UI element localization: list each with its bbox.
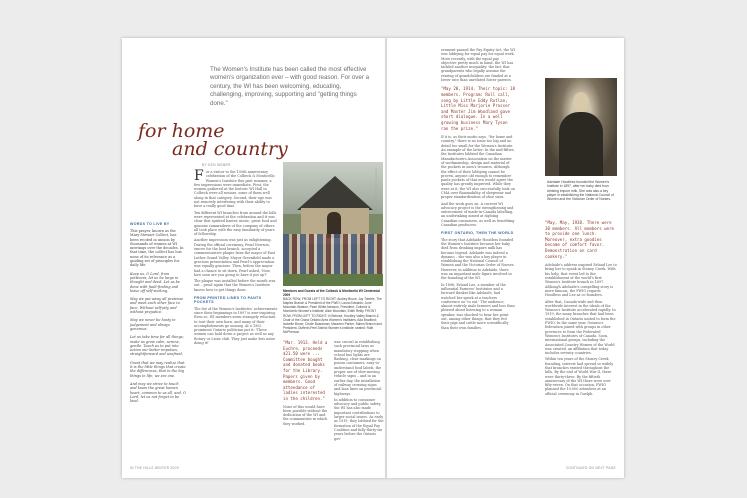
sidebar-heading: WORDS TO LIVE BY: [130, 222, 170, 226]
col4-para2: After that, Canada-wide and then worldwide interest in the ideals of the Women's Institute accelerated rapidly. In 1919, the many branches that had been established in Ontario united to form the FWIO. In the same year, Ontario's federation joined with groups in other provinces to form the Federated Women's Institutes of Canada. Soon, international groups, including the Associated Country Women of the World was created, an affiliation that today includes seventy countries.: [545, 299, 616, 356]
hoodless-portrait: [545, 78, 617, 176]
col4-para3: Within ten years of the Stoney Creek founding, interest had spread so widely that branches existed throughout the hills. By the end of World War II, there were thirty-three. By the fiftieth anniversary of the WI there were over fifty-seven. On that occasion, FWIO planned the 10,000 attendees at an official ceremony in Guelph.: [545, 357, 614, 396]
col3-para1: ernment passed the Pay Equity Act, the WI was lobbying for equal pay for equal work. More recently, with the equal pay objective pretty much in hand, the WI has tackled another inequality: the fact that grandparents who legally assume the rearing of grandchildren are funded at a lower rate than unrelated foster parents.: [441, 48, 515, 83]
sidebar-verse: Grant that we may realize that it is the little things that create the differences, that in the big things in life, we are one.: [130, 360, 186, 378]
right-page: [387, 38, 624, 478]
archive-quote: "May, May, 1938. There were 30 members. All members were to provide one lunch. Moreover, extra goodies became of comfort favor. Demonstration on card cookery.": [545, 220, 615, 259]
left-page: [122, 38, 387, 478]
col3-para5: In 1896, Erland Lee, a member of the influential Farmers' Institutes and a forward thinker like Adelaide, had watched her speak at a teachers conference on 'to eat.' The audience, almost entirely male farmers and less than pleased about listening to a woman speaker, was shocked to hear her point out, among other things, that they fed their pigs and cattle more scientifically than their own families.: [441, 282, 515, 330]
col2-para1: None of this would have been possible without the dedication of the WI and the communities in which they worked.: [283, 404, 328, 426]
col1-para4: The plaque was installed before the month was out – proof again that the Women's Institute knows how to get things done.: [194, 279, 276, 292]
sidebar-verse: Keep us, O Lord, from pettiness; let us be large in thought and deed. Let us be done with fault-finding and leave off self-seeking.: [130, 271, 180, 293]
sidebar-verse: May we put away all pretense and meet each other face to face, Without self-pity and without prejudice.: [130, 297, 184, 315]
col1-para2: Ten different WI branches from around the hills were represented at the celebration and it was clear that spirited banter, music, great food and genuine camaraderie of the company of others all took place with the easy familiarity of years of fellowship.: [194, 210, 277, 237]
portrait-caption: Adelaide Hoodless founded the Women's Institute in 1897, after her baby died from drinking impure milk. She was also a key player in establishing the National Council of Women and the Victorian Order of Nurses.: [547, 180, 614, 202]
col1-para3: Another impression was just as enlightening. During the official ceremony, Pearl Newson, emcee for the host branch, accepted a commemorative plaque from the mayor of East Luther Grand Valley. Mayor Greenfield made a gracious presentation and Pearl's appreciation was equally gracious. Then, before the mayor had a chance to sit down, Pearl asked, 'Now, how soon are you going to have it put up?': [194, 238, 276, 277]
col3-para3: And the work goes on. A current WI advocacy project is the strengthening and enforcement of made-in-Canada labelling, an undertaking aimed at righting Canadian consumers, as well as benefiting Canadian producers.: [441, 201, 515, 228]
col2-para3: In addition to consumer advocacy and public safety, the WI has also made important contributions to larger social issues. As early as 1919, they lobbied for the formation of the Equal Pay Coalition and fully thirty-six years before the Ontario gov-: [334, 397, 384, 441]
sidebar-verse: Let us take time for all things; make us grow calm, serene, gentle. Teach us to put into action our better impulses, straightforward and unafraid.: [130, 335, 184, 357]
intro-text: The Women's Institute has been called the most effective women's organization ever – with good reason. For over a century, the WI has been welcoming, educating, challenging, improving, supporting and "getting things done.": [210, 66, 370, 107]
article-column-2a: [283, 340, 329, 428]
col1-para5: The list of the Women's Institutes' achievements since their beginnings in 1897 is awe-inspiring. Even so, WI members seem strangely reluctant to tout their own horn, and many of their accomplishments go unsung. At a 1902 prominent Ontario politician put it: 'These women can hold down a project as well as any Rotary or Lions club. They just make less noise doing it!': [194, 306, 278, 345]
page-footer: IN THE HILLS WINTER 2009: [130, 466, 179, 470]
section-heading: FIRST ONTARIO, THEN THE WORLD: [441, 231, 514, 236]
archive-quote: "May 20, 1914. Their topic: 18 members. Program: Roll call, song by Little Eddy Rutlan, Little Miss Marjorie Prosser and Master Jim Woodland gave short dialogue. In a well growing business Mary Tyson ran the prize.": [441, 86, 515, 131]
photo-credit: PHOTO BY PAMELA ROSS: [374, 168, 377, 201]
drop-cap: F: [194, 168, 204, 184]
sidebar-verse: May we never be hasty in judgement and always generous.: [130, 318, 176, 331]
article-column-1: [194, 170, 278, 347]
article-column-3: [441, 48, 515, 332]
article-title: [138, 122, 288, 158]
col3-para2: If it is, as their motto says, "for home and country," there is no issue too big and no detail too small for the Women's Institute. An example of the latter: In the mid-fifties, the Institutes lobbied the Canadian Manufacturers Association on the matter of workmanship, design and material of the pockets in men's trousers. Although the effect of their lobbying cannot be proven, anyone old enough to remember pants pockets of that era would agree the quality has greatly improved. While they were at it, the WI also successfully took on CMA over flammability of sleepwear and proper standardization of shoe sizes.: [441, 135, 515, 200]
col1-para1: or a visitor to the 100th anniversary celebration of the Colbeck & Monticello Women's Institute this past summer, a few impressions were immediate. First, the women gathered at the historic WI Hall in Colbeck were all seniors, some of them well along in that category. Second, their age was not remotely interfering with their ability to have a really good time.: [194, 170, 275, 209]
caption-text: BACK ROW, FROM LEFT TO RIGHT: Audrey Bruce; Joy Trimble, The Maples Branch & President of the FWIO; Laura Edwards; June Mountain-Watson; Pearl White-Newson, President, Colbeck & Monticello Women's Institute; Alice Mountain; Edith Reilly. FRONT ROW, FROM LEFT TO RIGHT: Vi Belrose, Hockley Valley Branch & Chair of the Grand Ontario Area Women's Institutes; Ada Bradford; Isobelle Bruce; Cecile Boardman; Maureen Parker, Salem Branch and President, Dufferin-Peel District Women's Institute; seated: Ruth McPherson.: [283, 297, 382, 334]
byline: BY KEN WEBER: [202, 163, 231, 167]
title-line-1: for home: [138, 120, 225, 142]
col3-para4: The story that Adelaide Hoodless founded the Women's Institute because her baby died from drinking impure milk has become legend. Adelaide was indeed a dynamo – she was also a key player in establishing the National Council of Women and the Victorian Order of Nurses. However, in addition to Adelaide, there was an important male figure involved in the founding of the WI.: [441, 237, 515, 281]
archive-quote: "Mar. 1913. Held a Euchre, proceeds $21.50 were ... Committee bought and donated books for the Library. Papers given by members. Good attendance of ladies interested in the children.": [283, 340, 328, 401]
photo-caption: [283, 289, 385, 334]
article-column-2b: [334, 340, 384, 443]
title-line-2: and country: [172, 138, 288, 160]
caption-title: Members and Guests of the Colbeck & Monticello WI Centennial 2009: [283, 289, 380, 298]
group-photo: [283, 162, 383, 286]
sidebar-intro: This prayer, known as the Mary Stewart Collect, has been recited in unison by thousands of women at WI meetings over the decades. In that time, the collect has lost none of its relevance as a guiding set of principles for daily life.: [130, 229, 184, 268]
continued-note: CONTINUED ON NEXT PAGE: [565, 466, 616, 470]
col2-para2: was crucial in establishing such provincial laws as mandatory stopping when school bus lights are flashing, clear markings on poison containers, easy-to-understand food labels, the proper use of slow-moving vehicle signs – and in an earlier day, the installation of railway crossing signs and lane lines on provincial highways.: [334, 340, 382, 396]
section-heading: FROM PRINTED LINES TO PANTS POCKETS: [194, 296, 262, 305]
prayer-sidebar: [130, 222, 186, 407]
article-column-4: [545, 220, 617, 398]
sidebar-verse: And may we strive to touch and know the great human heart, common to us all, and, O Lord, let us not forget to be kind.: [130, 381, 186, 404]
col4-para1: Adelaide's address inspired Erland Lee to bring her to speak in Stoney Creek. With his help, that event led to the establishment of the world's first Women's Institute branch in 1897. Although Adelaide's compelling story is more famous, the FWIO regards Hoodless and Lee as co-founders.: [545, 263, 617, 298]
